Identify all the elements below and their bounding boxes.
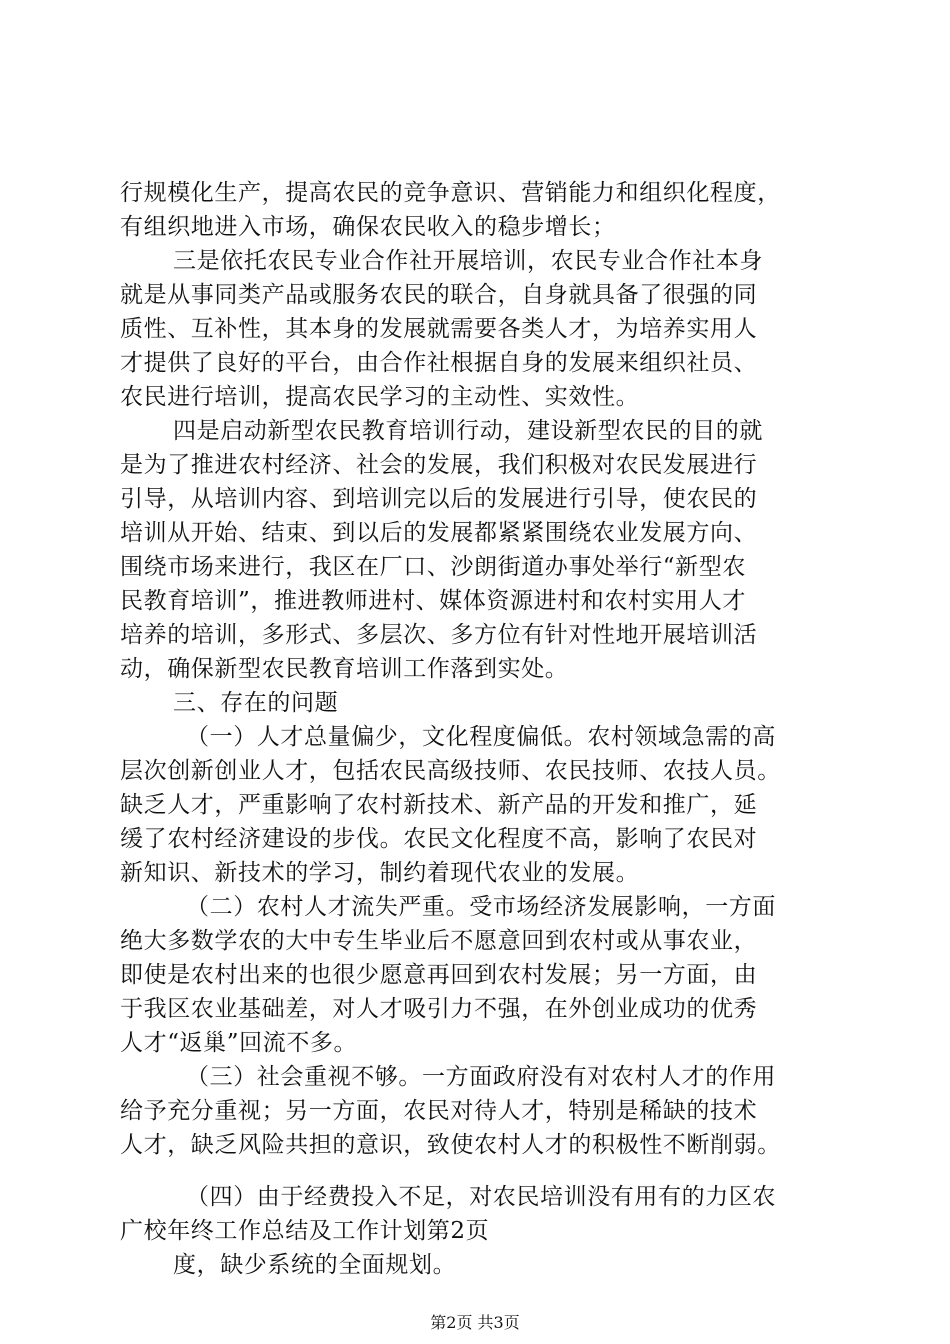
text-line: 于我区农业基础差，对人才吸引力不强，在外创业成功的优秀 bbox=[120, 996, 758, 1022]
text-line: 四是启动新型农民教育培训行动，建设新型农民的目的就 bbox=[173, 418, 763, 444]
text-line: 引导，从培训内容、到培训完以后的发展进行引导，使农民的 bbox=[120, 486, 758, 512]
text-line: 新知识、新技术的学习，制约着现代农业的发展。 bbox=[120, 860, 640, 886]
text-line: （四）由于经费投入不足，对农民培训没有用有的力区农 bbox=[186, 1184, 776, 1210]
text-line: 广校年终工作总结及工作计划第2页 bbox=[120, 1218, 490, 1244]
text-line: 是为了推进农村经济、社会的发展，我们积极对农民发展进行 bbox=[120, 452, 758, 478]
text-line: 三是依托农民专业合作社开展培训，农民专业合作社本身 bbox=[173, 248, 763, 274]
text-line: 人才“返巢”回流不多。 bbox=[120, 1030, 358, 1056]
text-line: （三）社会重视不够。一方面政府没有对农村人才的作用 bbox=[186, 1064, 776, 1090]
text-line: 才提供了良好的平台，由合作社根据自身的发展来组织社员、 bbox=[120, 350, 758, 376]
text-line: （一）人才总量偏少，文化程度偏低。农村领域急需的高 bbox=[186, 724, 776, 750]
text-line: 有组织地进入市场，确保农民收入的稳步增长； bbox=[120, 214, 616, 240]
text-line: 农民进行培训，提高农民学习的主动性、实效性。 bbox=[120, 384, 640, 410]
text-line: 动，确保新型农民教育培训工作落到实处。 bbox=[120, 656, 569, 682]
text-line: 人才，缺乏风险共担的意识，致使农村人才的积极性不断削弱。 bbox=[120, 1132, 781, 1158]
text-line: 缺乏人才，严重影响了农村新技术、新产品的开发和推广，延 bbox=[120, 792, 758, 818]
text-line: 缓了农村经济建设的步伐。农民文化程度不高，影响了农民对 bbox=[120, 826, 758, 852]
text-line: 层次创新创业人才，包括农民高级技师、农民技师、农技人员。 bbox=[120, 758, 781, 784]
text-line: 培训从开始、结束、到以后的发展都紧紧围绕农业发展方向、 bbox=[120, 520, 758, 546]
text-line: 民教育培训”，推进教师进村、媒体资源进村和农村实用人才 bbox=[120, 588, 746, 614]
text-line: 度，缺少系统的全面规划。 bbox=[173, 1252, 457, 1278]
text-line: 行规模化生产，提高农民的竞争意识、营销能力和组织化程度， bbox=[120, 180, 781, 206]
text-line: 绝大多数学农的大中专生毕业后不愿意回到农村或从事农业， bbox=[120, 928, 758, 954]
page-footer: 第2页 共3页 bbox=[430, 1313, 520, 1332]
text-line: 即使是农村出来的也很少愿意再回到农村发展；另一方面，由 bbox=[120, 962, 758, 988]
text-line: 培养的培训，多形式、多层次、多方位有针对性地开展培训活 bbox=[120, 622, 758, 648]
text-line: 给予充分重视；另一方面，农民对待人才，特别是稀缺的技术 bbox=[120, 1098, 758, 1124]
text-line: 就是从事同类产品或服务农民的联合，自身就具备了很强的同 bbox=[120, 282, 758, 308]
section-heading: 三、存在的问题 bbox=[173, 690, 339, 716]
text-line: （二）农村人才流失严重。受市场经济发展影响，一方面 bbox=[186, 894, 776, 920]
text-line: 围绕市场来进行，我区在厂口、沙朗街道办事处举行“新型农 bbox=[120, 554, 746, 580]
text-line: 质性、互补性，其本身的发展就需要各类人才，为培养实用人 bbox=[120, 316, 758, 342]
